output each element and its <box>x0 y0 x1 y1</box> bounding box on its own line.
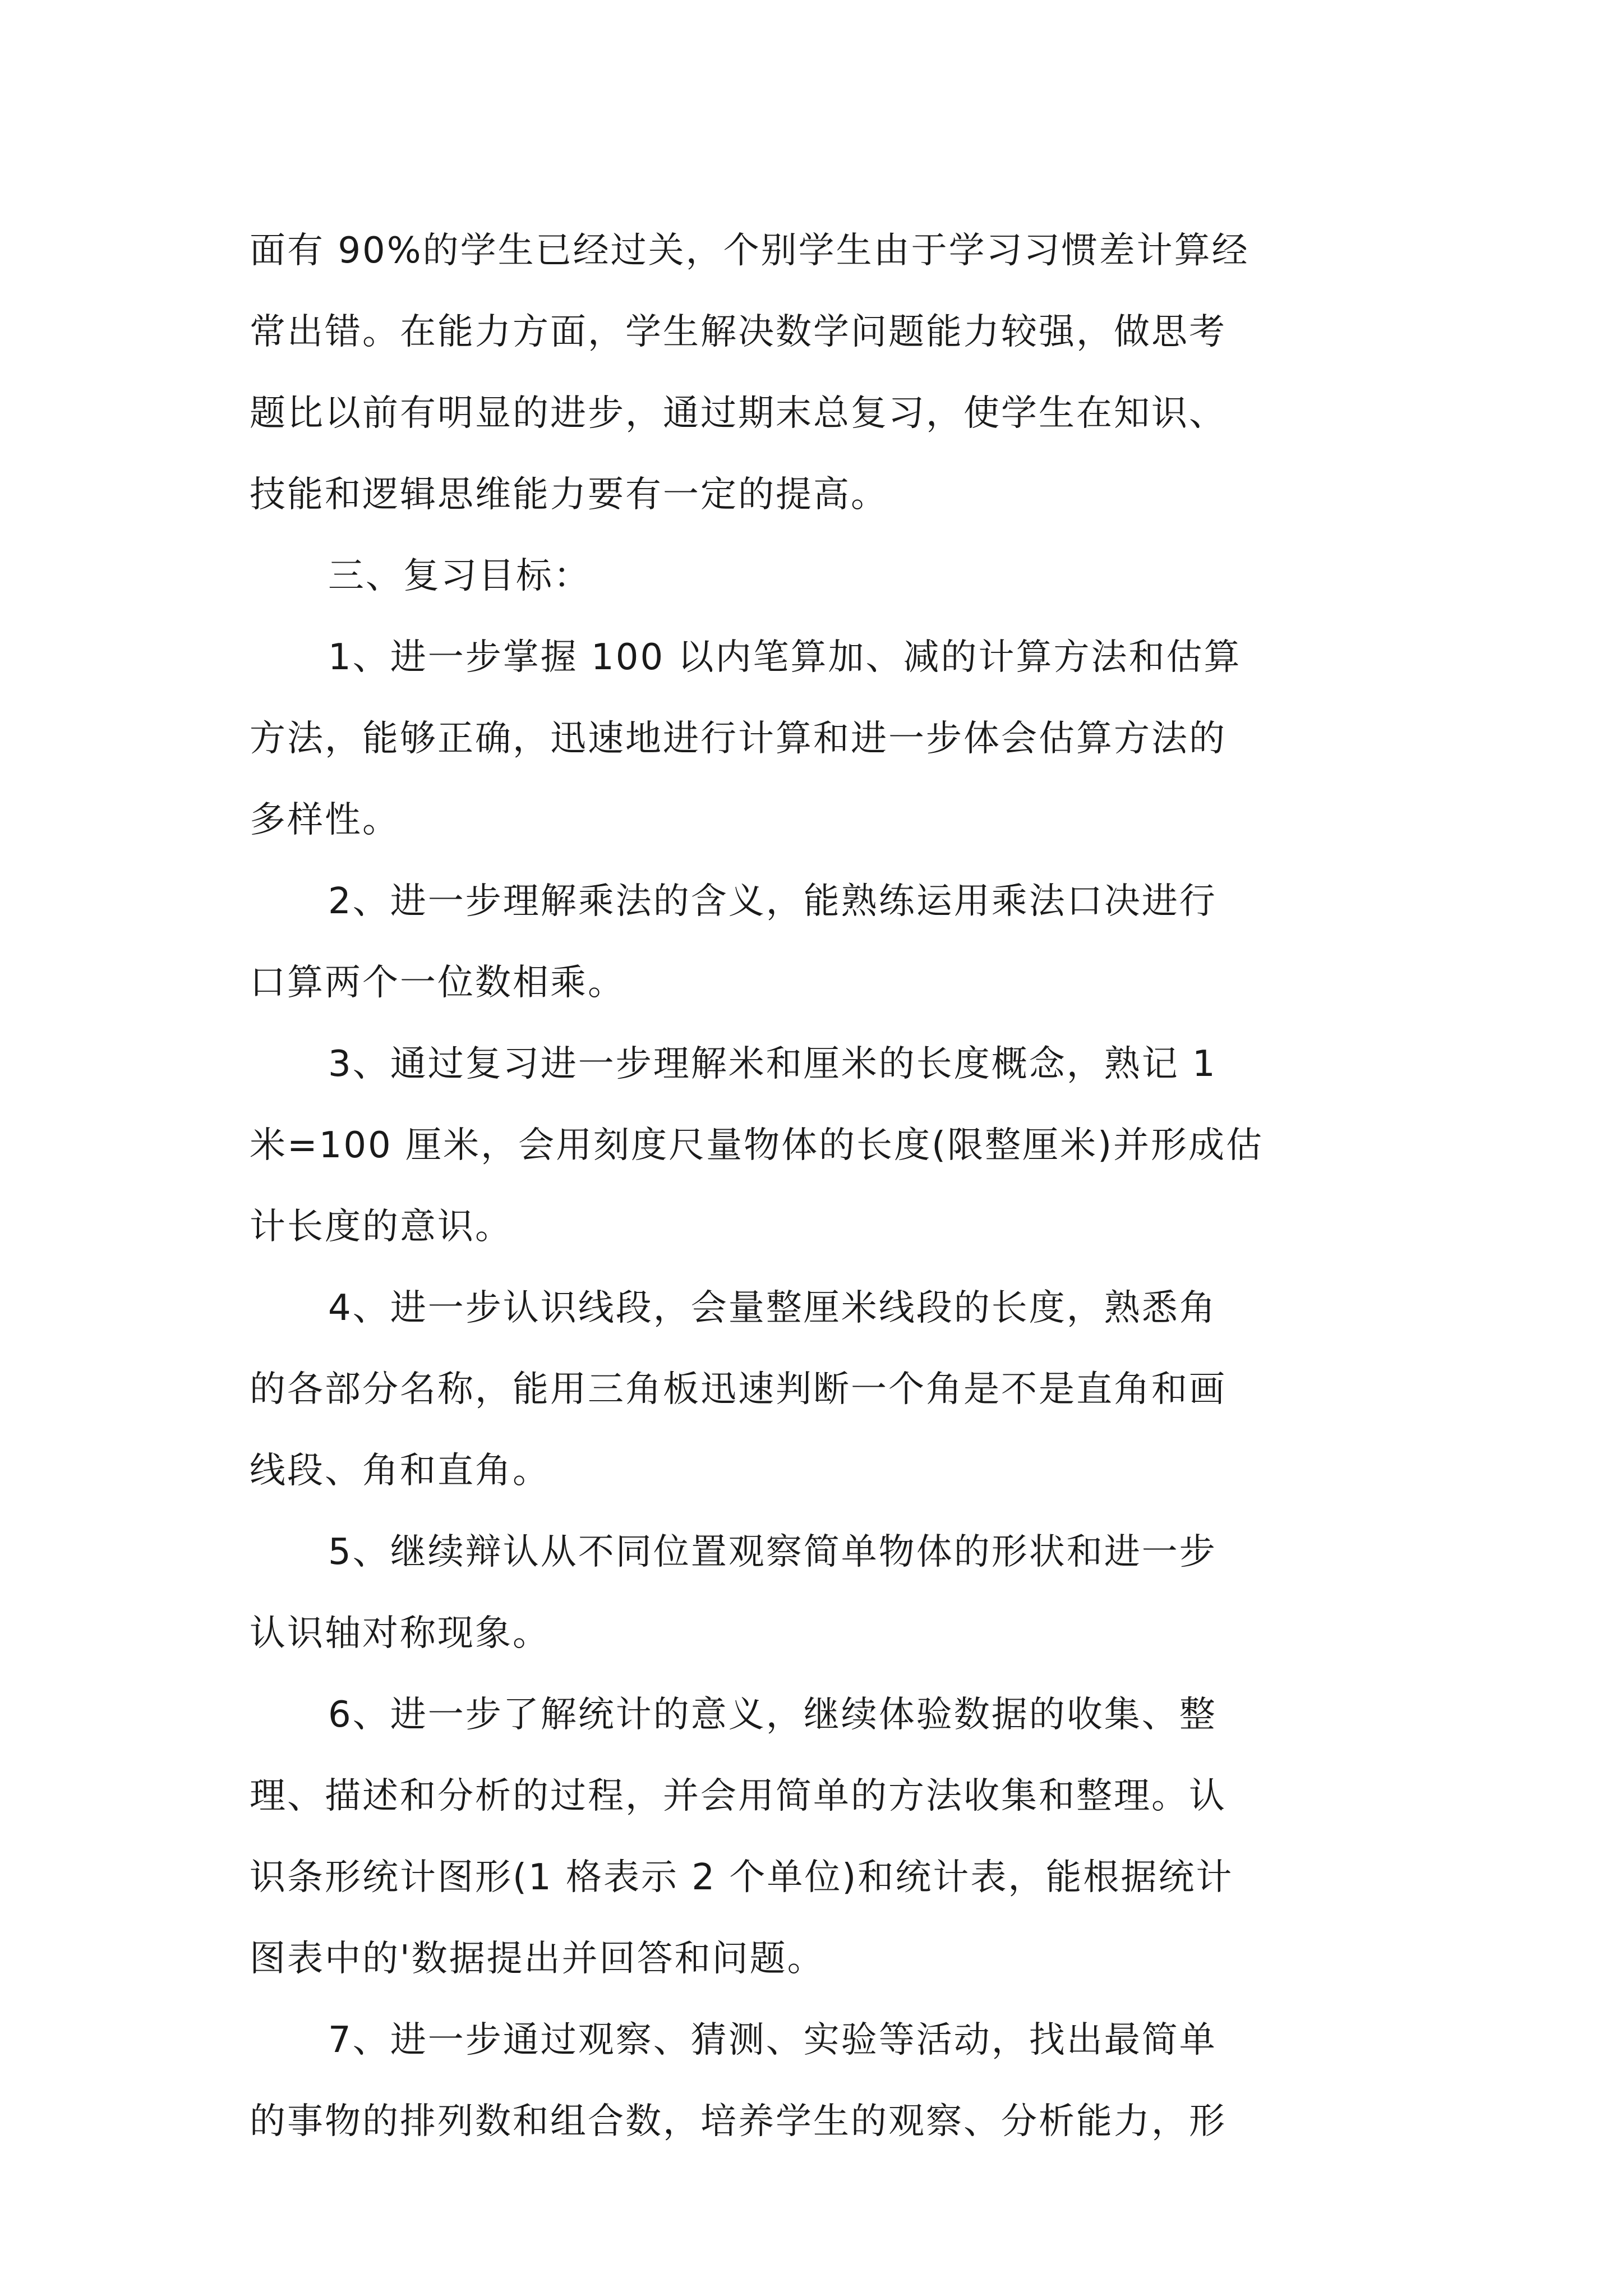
text-line: 4、进一步认识线段，会量整厘米线段的长度，熟悉角 <box>328 1287 1217 1329</box>
text-line: 5、继续辩认从不同位置观察简单物体的形状和进一步 <box>328 1531 1217 1573</box>
text-line: 面有 90%的学生已经过关，个别学生由于学习习惯差计算经 <box>250 230 1249 272</box>
text-line: 技能和逻辑思维能力要有一定的提高。 <box>250 474 888 516</box>
section-heading: 三、复习目标： <box>328 555 591 597</box>
text-line: 常出错。在能力方面，学生解决数学问题能力较强，做思考 <box>250 311 1227 353</box>
text-line: 7、进一步通过观察、猜测、实验等活动，找出最简单 <box>328 2019 1217 2061</box>
text-line: 的各部分名称，能用三角板迅速判断一个角是不是直角和画 <box>250 1369 1227 1410</box>
body-text <box>250 210 1380 2162</box>
text-line: 1、进一步掌握 100 以内笔算加、减的计算方法和估算 <box>328 637 1242 678</box>
text-line: 计长度的意识。 <box>250 1206 513 1248</box>
text-line: 米=100 厘米，会用刻度尺量物体的长度(限整厘米)并形成估 <box>250 1125 1264 1166</box>
text-line: 认识轴对称现象。 <box>250 1613 550 1654</box>
text-line: 6、进一步了解统计的意义，继续体验数据的收集、整 <box>328 1694 1217 1736</box>
text-line: 图表中的'数据提出并回答和问题。 <box>250 1938 825 1980</box>
text-line: 题比以前有明显的进步，通过期末总复习，使学生在知识、 <box>250 393 1227 434</box>
text-line: 3、通过复习进一步理解米和厘米的长度概念，熟记 1 <box>328 1043 1217 1085</box>
text-line: 口算两个一位数相乘。 <box>250 962 625 1004</box>
text-line: 理、描述和分析的过程，并会用简单的方法收集和整理。认 <box>250 1775 1227 1817</box>
text-line: 2、进一步理解乘法的含义，能熟练运用乘法口决进行 <box>328 881 1217 922</box>
text-line: 方法，能够正确，迅速地进行计算和进一步体会估算方法的 <box>250 718 1227 760</box>
text-line: 识条形统计图形(1 格表示 2 个单位)和统计表，能根据统计 <box>250 1857 1234 1898</box>
text-line: 多样性。 <box>250 799 400 841</box>
text-line: 线段、角和直角。 <box>250 1450 550 1492</box>
text-line: 的事物的排列数和组合数，培养学生的观察、分析能力，形 <box>250 2101 1227 2142</box>
